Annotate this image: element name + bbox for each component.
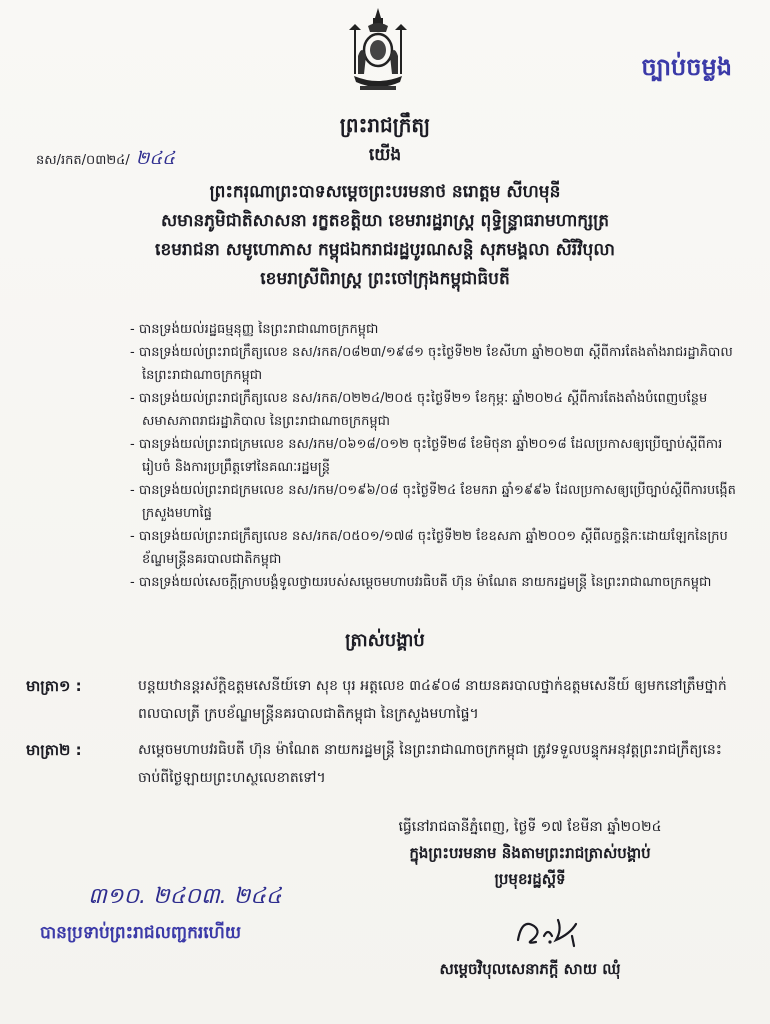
king-title-line: សមានភូមិជាតិសាសនា រក្ខតខត្តិយា ខេមរារដ្ឋរាស្ត្រ ពុទ្ធិន្ទ្រាធរាមហាក្សត្រ [160,211,610,231]
article-1 [26,672,746,728]
consideration-item: - បានទ្រង់យល់ព្រះរាជក្រមលេខ នស/រកម/០៦១៨/០១២ ចុះថ្ងៃទី២៨ ខែមិថុនា ឆ្នាំ២០១៨ ដែលប្រកាសឲ្យប្រើច្បាប់ស្តីពីការរៀបចំ និងការប្រព្រឹត្តទៅនៃគណៈរដ្ឋមន្ត្រី [130,437,723,475]
consideration-item: - បានទ្រង់យល់រដ្ឋធម្មនុញ្ញ នៃព្រះរាជាណាចក្រកម្ពុជា [130,322,379,337]
article-2 [26,736,746,792]
consideration-item: - បានទ្រង់យល់ព្រះរាជក្រឹត្យលេខ នស/រកត/០៨២៣/១៩៨១ ចុះថ្ងៃទី២២ ខែសីហា ឆ្នាំ២០២៣ ស្តីពីការតែងតាំងរាជរដ្ឋាភិបាល នៃព្រះរាជាណាចក្រកម្ពុជា [130,345,733,383]
royal-seal-affixed-stamp: បានប្រទាប់ព្រះរាជលញ្ជករហើយ [40,923,242,943]
king-title-line: ខេមរាជនា សមូហោភាស កម្ពុជឯករាជរដ្ឋបូរណសន្តិ សុភមង្គលា សិរីវិបុលា [155,240,615,260]
king-title-line: ព្រះករុណាព្រះបាទសម្តេចព្រះបរមនាថ នរោត្តម សីហមុនី [209,182,561,202]
we-heading: យើង [368,145,402,165]
considerations-list [130,318,740,594]
consideration-item: - បានទ្រង់យល់ព្រះរាជក្រឹត្យលេខ នស/រកត/០៥០១/១៧៨ ចុះថ្ងៃទី២២ ខែឧសភា ឆ្នាំ២០០១ ស្តីពីលក្ខន្តិកៈដោយឡែកនៃក្របខ័ណ្ឌមន្ត្រីនគរបាលជាតិកម្ពុជា [130,529,728,567]
article-label: មាត្រា១ : [26,677,82,695]
decree-title: ព្រះរាជក្រឹត្យ [339,113,431,137]
article-label: មាត្រា២ : [26,741,82,759]
signature-block [330,814,730,892]
certified-copy-stamp: ច្បាប់ចម្លង [641,53,732,81]
royal-emblem-icon [346,6,410,96]
handwritten-signature-icon [512,906,592,952]
reference-handwritten: ២៤៤ [135,148,175,169]
reference-printed: នស/រកត/០៣២៤/ [36,153,130,168]
king-title-line: ខេមរាស្រីពិរាស្ត្រ ព្រះចៅក្រុងកម្ពុជាធិបតី [260,269,510,289]
signer-name: សម្តេចវិបុលសេនាភក្តី សាយ ឈុំ [439,960,621,978]
consideration-item: - បានទ្រង់យល់ព្រះរាជក្រមលេខ នស/រកម/០១៩៦/០៨ ចុះថ្ងៃទី២៤ ខែមករា ឆ្នាំ១៩៩៦ ដែលប្រកាសឲ្យប្រើច្បាប់ស្តីពីការបង្កើតក្រសួងមហាផ្ទៃ [130,483,736,521]
place-date: ធ្វើនៅរាជធានីភ្នំពេញ, ថ្ងៃទី ១៧ ខែមីនា ឆ្នាំ២០២៤ [398,819,662,835]
article-text: សម្តេចមហាបវរធិបតី ហ៊ុន ម៉ាណែត នាយករដ្ឋមន្ត្រី នៃព្រះរាជាណាចក្រកម្ពុជា ត្រូវទទួលបន្ទុកអនុវត្តព្រះរាជក្រឹត្យនេះ ចាប់ពីថ្ងៃឡាយព្រះហស្ថលេខាតទៅ។ [138,742,722,786]
signer-role: ប្រមុខរដ្ឋស្តីទី [494,870,566,888]
consideration-item: - បានទ្រង់យល់សេចក្តីក្រាបបង្គំទូលថ្វាយរបស់សម្តេចមហាបវរធិបតី ហ៊ុន ម៉ាណែត នាយករដ្ឋមន្ត្រី នៃព្រះរាជាណាចក្រកម្ពុជា [130,575,712,590]
consideration-item: - បានទ្រង់យល់ព្រះរាជក្រឹត្យលេខ នស/រកត/០២២៤/២០៥ ចុះថ្ងៃទី២១ ខែកុម្ភៈ ឆ្នាំ២០២៤ ស្តីពីការតែងតាំងបំពេញបន្ថែមសមាសភាពរាជរដ្ឋាភិបាល នៃព្រះរាជាណាចក្រកម្ពុជា [130,391,708,429]
king-title-block [30,178,740,294]
orders-heading: ត្រាស់បង្គាប់ [345,630,425,651]
handwritten-record-number: ៣១០. ២៤០៣. ២៤៤ [88,884,282,909]
article-text: បន្តយឋានន្តរស័ក្តិឧត្តមសេនីយ៍ទោ សុខ បុរ អត្តលេខ ៣៤៩០៨ នាយនគរបាលថ្នាក់ឧត្តមសេនីយ៍ ឲ្យមកនៅត្រឹមថ្នាក់ ពលបាលត្រី ក្របខ័ណ្ឌមន្ត្រីនគរបាលជាតិកម្ពុជា នៃក្រសួងមហាផ្ទៃ។ [138,678,727,722]
on-behalf-line: ក្នុងព្រះបរមនាម និងតាមព្រះរាជត្រាស់បង្គាប់ [409,844,651,862]
